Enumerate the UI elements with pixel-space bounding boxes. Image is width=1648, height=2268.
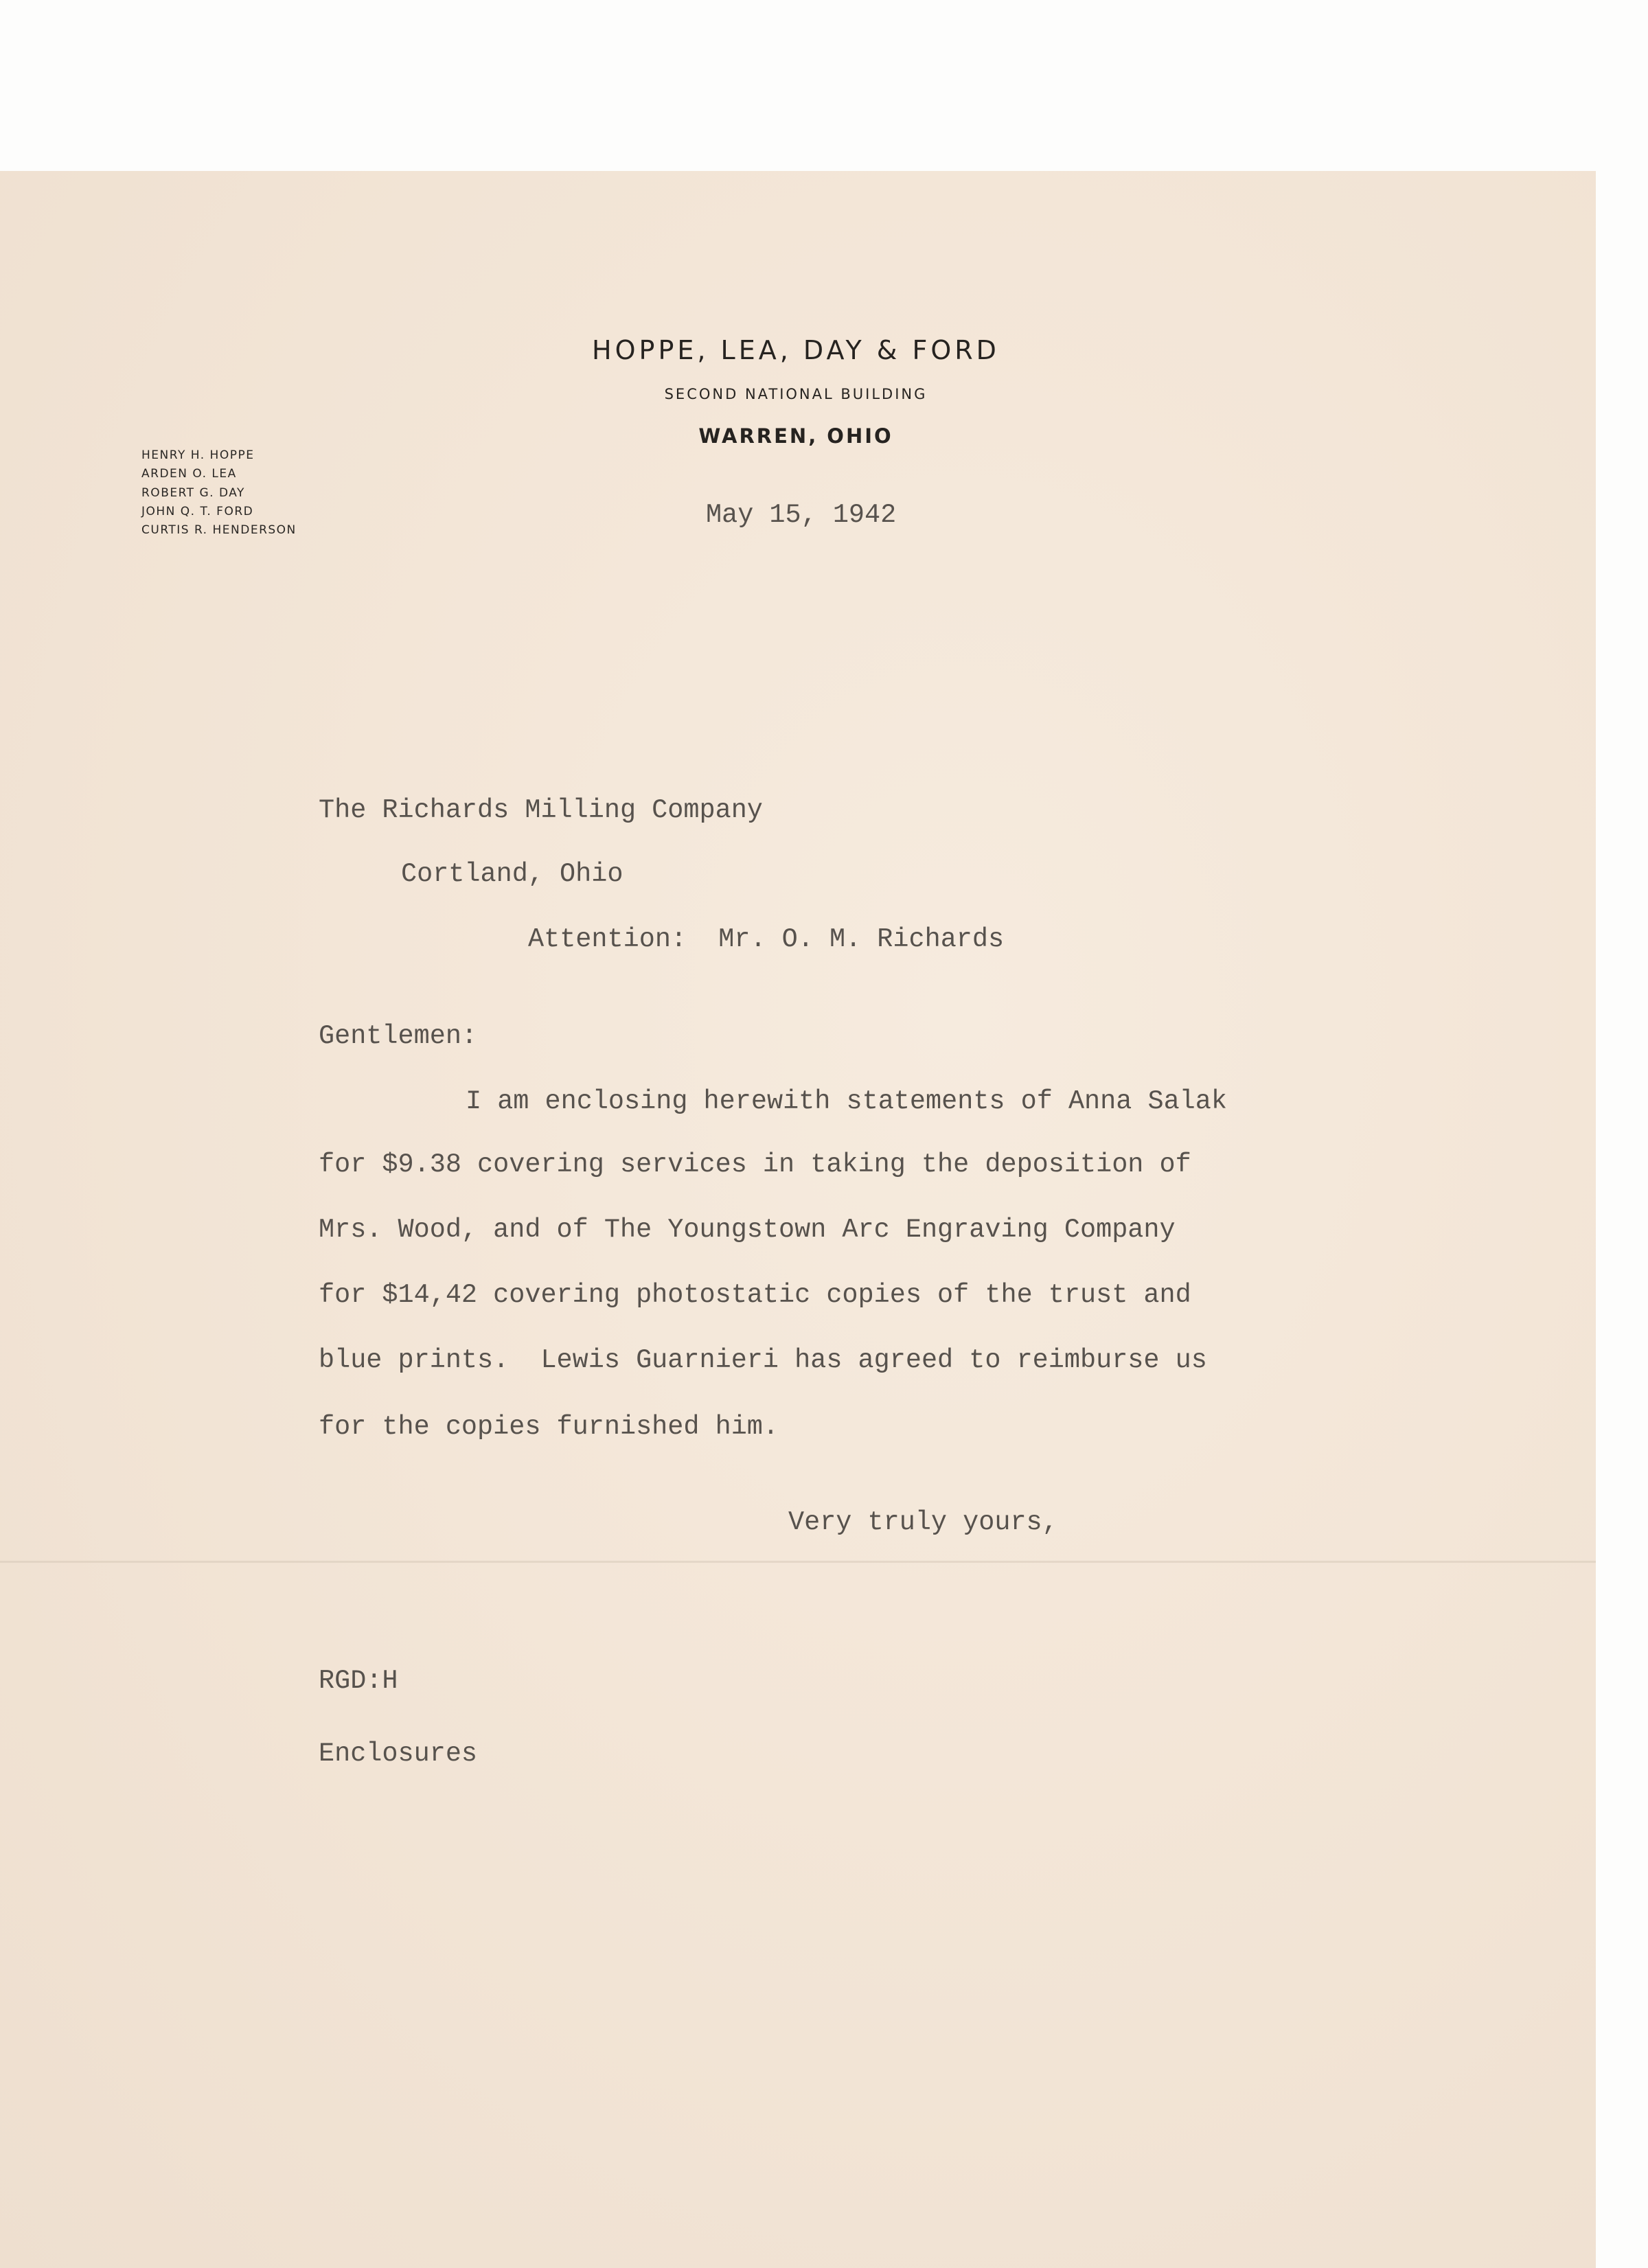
salutation: Gentlemen: <box>319 1021 478 1051</box>
firm-city: WARREN, OHIO <box>698 424 893 448</box>
body-line: for $9.38 covering services in taking the deposition of <box>319 1149 1191 1180</box>
enclosures-note: Enclosures <box>319 1739 478 1769</box>
closing: Very truly yours, <box>788 1507 1058 1537</box>
body-line: for $14,42 covering photostatic copies of the trust and <box>319 1280 1191 1310</box>
attention-line: Attention: Mr. O. M. Richards <box>528 924 1005 954</box>
partner-name: HENRY H. HOPPE <box>141 448 255 462</box>
partner-name: CURTIS R. HENDERSON <box>141 523 297 538</box>
typist-initials: RGD:H <box>319 1666 398 1696</box>
recipient-city: Cortland, Ohio <box>401 859 623 889</box>
body-line: Mrs. Wood, and of The Youngstown Arc Engraving Company <box>319 1215 1176 1245</box>
paper-fold-line <box>0 1561 1596 1563</box>
firm-name: HOPPE, LEA, DAY & FORD <box>592 335 1000 365</box>
partners-list <box>141 446 297 540</box>
body-line: blue prints. Lewis Guarnieri has agreed to reimburse us <box>319 1345 1207 1375</box>
partner-name: JOHN Q. T. FORD <box>141 504 254 518</box>
building-name: SECOND NATIONAL BUILDING <box>664 386 928 402</box>
body-line: for the copies furnished him. <box>319 1412 779 1442</box>
letter-date: May 15, 1942 <box>706 500 897 530</box>
partner-name: ROBERT G. DAY <box>141 485 245 500</box>
partner-name: ARDEN O. LEA <box>141 467 237 481</box>
recipient-name: The Richards Milling Company <box>319 795 763 825</box>
body-line: I am enclosing herewith statements of Anna Salak <box>466 1086 1227 1116</box>
